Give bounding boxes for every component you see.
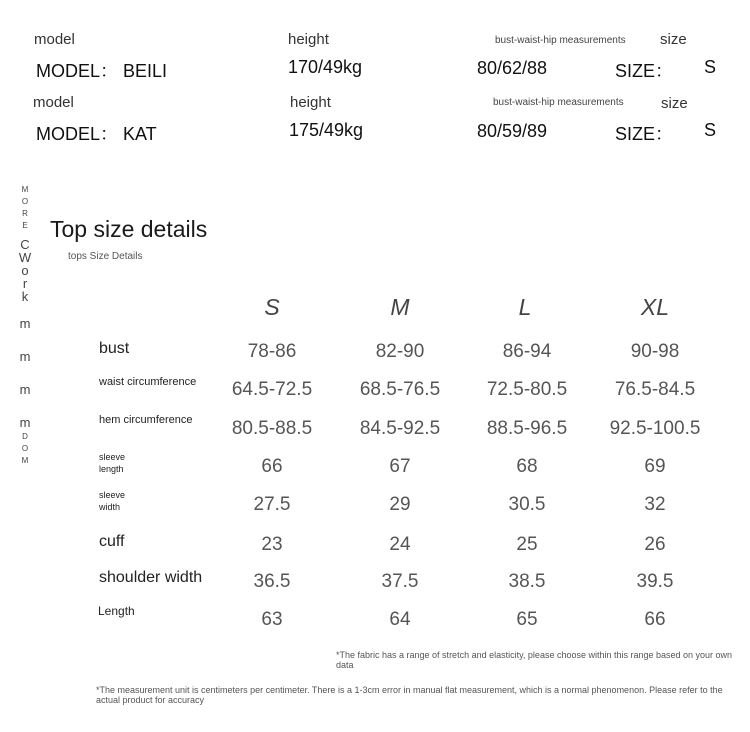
- row-label-sleeve-width: sleeve width: [99, 490, 126, 512]
- table-cell: 26: [644, 534, 666, 555]
- row-label-sleeve-length: sleeve length: [99, 452, 126, 474]
- row-label-cuff: cuff: [99, 533, 125, 550]
- model-bwh: 80/62/88: [477, 58, 548, 78]
- model-bwh: 80/59/89: [477, 121, 548, 141]
- size-column-label: size: [660, 31, 687, 48]
- section-title: Top size details: [50, 216, 208, 242]
- table-cell: 90-98: [630, 341, 680, 362]
- model-column-label: model: [33, 94, 74, 111]
- table-cell: 25: [516, 534, 538, 555]
- model-size-label: SIZE：: [615, 61, 674, 81]
- table-cell: 68.5-76.5: [359, 379, 441, 400]
- size-column-label: size: [661, 95, 688, 112]
- table-cell: 29: [389, 494, 411, 515]
- model-column-label: model: [34, 31, 75, 48]
- table-cell: 69: [644, 456, 666, 477]
- table-cell: 67: [389, 456, 411, 477]
- row-label-hem: hem circumference: [99, 414, 193, 426]
- section-subtitle: tops Size Details: [68, 251, 143, 262]
- table-cell: 80.5-88.5: [231, 418, 313, 439]
- row-label-bust: bust: [99, 340, 130, 357]
- table-cell: 36.5: [253, 571, 291, 592]
- table-cell: 65: [516, 609, 538, 630]
- row-label-length: Length: [98, 604, 135, 618]
- row-label-waist: waist circumference: [99, 376, 197, 388]
- table-cell: 78-86: [247, 341, 297, 362]
- table-cell: 38.5: [508, 571, 546, 592]
- size-header: XL: [640, 294, 670, 320]
- model-height: 170/49kg: [288, 57, 363, 77]
- table-cell: 30.5: [508, 494, 546, 515]
- height-column-label: height: [290, 94, 331, 111]
- table-cell: 72.5-80.5: [486, 379, 568, 400]
- table-cell: 66: [644, 609, 666, 630]
- size-header: S: [264, 294, 280, 320]
- table-cell: 68: [516, 456, 538, 477]
- size-header: L: [518, 294, 532, 320]
- table-cell: 66: [261, 456, 283, 477]
- table-cell: 86-94: [502, 341, 552, 362]
- vertical-side-text: M O R E C W o r k m m m m D O M: [18, 185, 32, 465]
- table-cell: 37.5: [381, 571, 419, 592]
- table-cell: 64.5-72.5: [231, 379, 313, 400]
- model-size: S: [704, 120, 717, 140]
- model-name: MODEL： KAT: [36, 124, 157, 144]
- table-cell: 63: [261, 609, 283, 630]
- height-column-label: height: [288, 31, 329, 48]
- row-label-shoulder-width: shoulder width: [99, 569, 203, 586]
- model-height: 175/49kg: [289, 120, 364, 140]
- table-cell: 32: [644, 494, 666, 515]
- table-cell: 64: [389, 609, 411, 630]
- table-cell: 84.5-92.5: [359, 418, 441, 439]
- table-cell: 92.5-100.5: [609, 418, 701, 439]
- measurement-note: *The measurement unit is centimeters per centimeter. There is a 1-3cm error in manual flat measurement, which is a normal phenomenon. Please refer to the actual product for accuracy: [96, 685, 723, 705]
- bwh-column-label: bust-waist-hip measurements: [493, 97, 624, 108]
- model-size-label: SIZE：: [615, 124, 674, 144]
- table-cell: 88.5-96.5: [486, 418, 568, 439]
- model-size: S: [704, 57, 717, 77]
- table-cell: 23: [261, 534, 283, 555]
- table-cell: 39.5: [636, 571, 674, 592]
- bwh-column-label: bust-waist-hip measurements: [495, 35, 626, 46]
- model-name: MODEL： BEILI: [36, 61, 168, 81]
- stretch-note: *The fabric has a range of stretch and elasticity, please choose within this range based on your own data: [336, 650, 733, 670]
- table-cell: 24: [389, 534, 411, 555]
- table-cell: 82-90: [375, 341, 425, 362]
- size-header: M: [390, 294, 410, 320]
- table-cell: 27.5: [253, 494, 291, 515]
- table-cell: 76.5-84.5: [614, 379, 696, 400]
